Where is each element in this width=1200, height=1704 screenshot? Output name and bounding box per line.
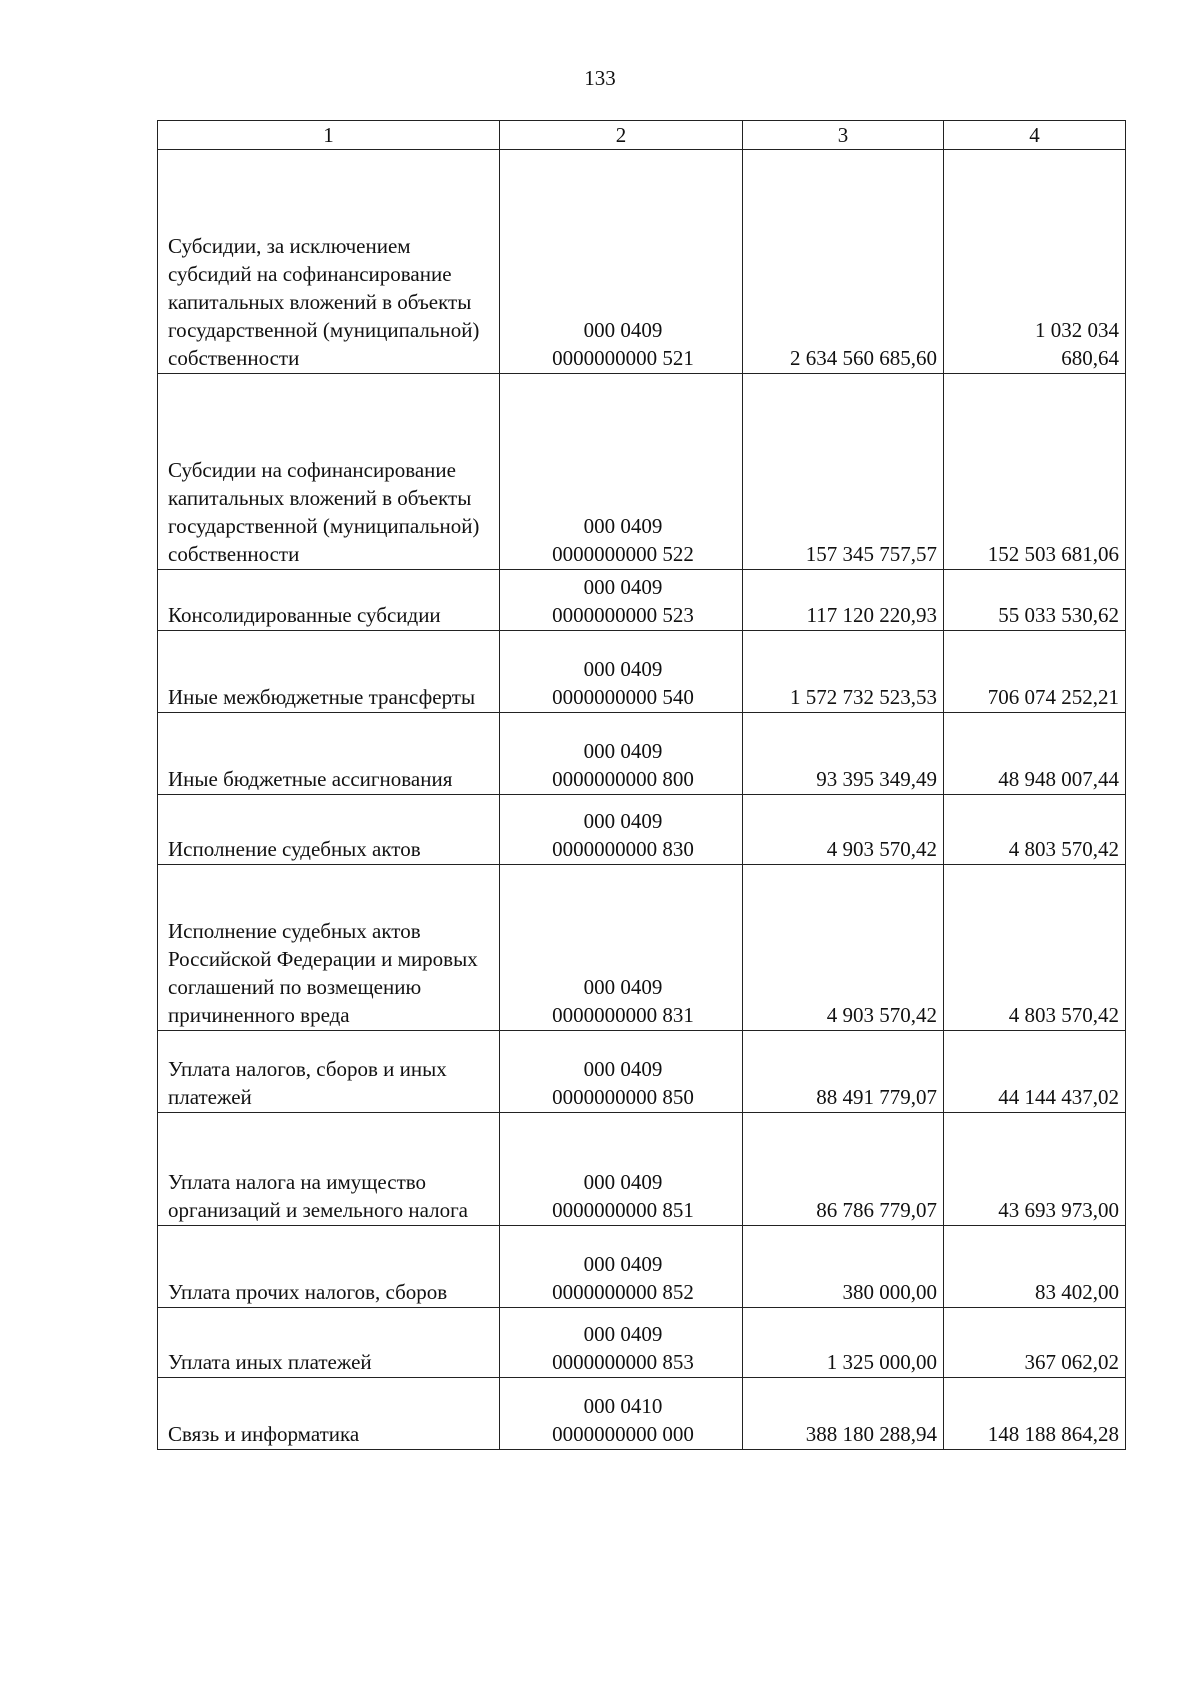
row-code: 000 0410 0000000000 000: [500, 1378, 743, 1450]
table-row: [158, 1308, 1126, 1378]
row-value-col3: 86 786 779,07: [743, 1113, 944, 1226]
column-header-2: 2: [500, 121, 743, 150]
row-value-col3: 1 572 732 523,53: [743, 631, 944, 713]
row-value-col4: 148 188 864,28: [944, 1378, 1126, 1450]
row-value-col3: 380 000,00: [743, 1226, 944, 1308]
row-name: Субсидии, за исключением субсидий на софинансирование капитальных вложений в объекты государственной (муниципальной) собственности: [158, 150, 500, 374]
column-header-3: 3: [743, 121, 944, 150]
column-header-4: 4: [944, 121, 1126, 150]
row-code: 000 0409 0000000000 830: [500, 795, 743, 865]
header-row: [158, 121, 1126, 150]
row-value-col4: 48 948 007,44: [944, 713, 1126, 795]
column-header-1: 1: [158, 121, 500, 150]
table-row: [158, 1226, 1126, 1308]
row-name: Консолидированные субсидии: [158, 570, 500, 631]
row-value-col3: 157 345 757,57: [743, 374, 944, 570]
table-row: [158, 150, 1126, 374]
table-row: [158, 1378, 1126, 1450]
page-number: 133: [584, 66, 616, 90]
row-code: 000 0409 0000000000 850: [500, 1031, 743, 1113]
row-value-col3: 4 903 570,42: [743, 865, 944, 1031]
row-code: 000 0409 0000000000 853: [500, 1308, 743, 1378]
row-value-col4: 4 803 570,42: [944, 795, 1126, 865]
row-value-col4: 1 032 034 680,64: [944, 150, 1126, 374]
row-name: Связь и информатика: [158, 1378, 500, 1450]
budget-table: [157, 120, 1126, 1450]
row-name: Субсидии на софинансирование капитальных вложений в объекты государственной (муниципальной) собственности: [158, 374, 500, 570]
row-name: Уплата прочих налогов, сборов: [158, 1226, 500, 1308]
row-value-col4: 44 144 437,02: [944, 1031, 1126, 1113]
table-row: [158, 795, 1126, 865]
row-code: 000 0409 0000000000 800: [500, 713, 743, 795]
row-code: 000 0409 0000000000 540: [500, 631, 743, 713]
row-code: 000 0409 0000000000 831: [500, 865, 743, 1031]
table-row: [158, 865, 1126, 1031]
row-value-col3: 93 395 349,49: [743, 713, 944, 795]
row-value-col3: 2 634 560 685,60: [743, 150, 944, 374]
row-name: Уплата налогов, сборов и иных платежей: [158, 1031, 500, 1113]
row-value-col3: 1 325 000,00: [743, 1308, 944, 1378]
row-value-col4: 43 693 973,00: [944, 1113, 1126, 1226]
row-name: Уплата налога на имущество организаций и земельного налога: [158, 1113, 500, 1226]
row-code: 000 0409 0000000000 523: [500, 570, 743, 631]
row-value-col4: 367 062,02: [944, 1308, 1126, 1378]
row-value-col4: 152 503 681,06: [944, 374, 1126, 570]
row-value-col4: 83 402,00: [944, 1226, 1126, 1308]
table-row: [158, 631, 1126, 713]
row-value-col4: 4 803 570,42: [944, 865, 1126, 1031]
table-row: [158, 570, 1126, 631]
row-name: Иные бюджетные ассигнования: [158, 713, 500, 795]
table-row: [158, 713, 1126, 795]
row-code: 000 0409 0000000000 851: [500, 1113, 743, 1226]
row-name: Исполнение судебных актов Российской Федерации и мировых соглашений по возмещению причиненного вреда: [158, 865, 500, 1031]
table-row: [158, 1113, 1126, 1226]
table-row: [158, 374, 1126, 570]
table-row: [158, 1031, 1126, 1113]
row-name: Иные межбюджетные трансферты: [158, 631, 500, 713]
row-code: 000 0409 0000000000 522: [500, 374, 743, 570]
row-value-col3: 388 180 288,94: [743, 1378, 944, 1450]
row-code: 000 0409 0000000000 521: [500, 150, 743, 374]
row-value-col4: 706 074 252,21: [944, 631, 1126, 713]
row-name: Уплата иных платежей: [158, 1308, 500, 1378]
row-value-col3: 117 120 220,93: [743, 570, 944, 631]
row-name: Исполнение судебных актов: [158, 795, 500, 865]
row-value-col3: 4 903 570,42: [743, 795, 944, 865]
row-code: 000 0409 0000000000 852: [500, 1226, 743, 1308]
row-value-col4: 55 033 530,62: [944, 570, 1126, 631]
row-value-col3: 88 491 779,07: [743, 1031, 944, 1113]
